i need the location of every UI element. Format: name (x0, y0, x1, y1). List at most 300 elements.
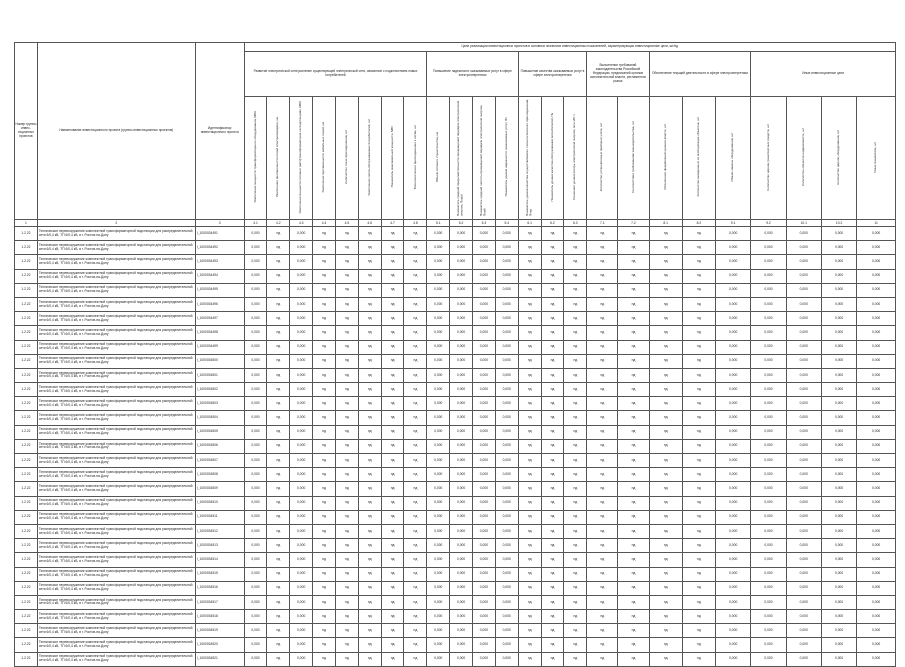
value-cell: нд (682, 496, 715, 510)
value-cell: 0,000 (751, 227, 786, 241)
value-cell: 0,000 (821, 468, 856, 482)
value-cell: нд (404, 539, 427, 553)
value-cell: нд (587, 397, 618, 411)
row-number: 1.2.22 (15, 354, 38, 368)
value-cell: 0,000 (450, 567, 473, 581)
value-cell: нд (541, 496, 564, 510)
value-cell: 0,000 (473, 241, 496, 255)
value-cell: нд (649, 397, 682, 411)
subheader-label: Снижение уровня потерь электрической энергии, млн кВт·ч (572, 114, 577, 200)
value-cell: 0,000 (427, 241, 450, 255)
row-number: 1.2.22 (15, 652, 38, 666)
project-name: Техническое перевооружение комплектной трансформаторной подстанции для распределительной сети 6/0,4 кВ, ТП 6/0,4 кВ, в г. Ростов-на-Дону (37, 468, 195, 482)
value-cell: 0,000 (821, 454, 856, 468)
value-cell: 0,000 (290, 326, 313, 340)
value-cell: 0,000 (857, 354, 896, 368)
value-cell: 0,000 (495, 340, 518, 354)
value-cell: нд (518, 368, 541, 382)
project-id: I_1000034501 (195, 368, 244, 382)
value-cell: 0,000 (450, 482, 473, 496)
value-cell: нд (541, 468, 564, 482)
value-cell: нд (682, 553, 715, 567)
subheader-cell (450, 97, 473, 220)
column-header-name: Наименование инвестиционного проекта (группы инвестиционных проектов) (37, 43, 195, 220)
project-name: Техническое перевооружение комплектной трансформаторной подстанции для распределительной сети 6/0,4 кВ, ТП 6/0,4 кВ, в г. Ростов-на-Дону (37, 241, 195, 255)
project-id: I_1000034496 (195, 297, 244, 311)
value-cell: нд (649, 283, 682, 297)
value-cell: нд (618, 454, 649, 468)
table-row (15, 411, 896, 425)
value-cell: нд (404, 553, 427, 567)
value-cell: 0,000 (786, 496, 821, 510)
value-cell: 0,000 (473, 610, 496, 624)
table-row (15, 227, 896, 241)
value-cell: нд (618, 283, 649, 297)
value-cell: 0,000 (751, 439, 786, 453)
value-cell: нд (335, 454, 358, 468)
value-cell: нд (587, 354, 618, 368)
value-cell: 0,000 (473, 269, 496, 283)
column-header-id: Идентификатор инвестиционного проекта (195, 43, 244, 220)
value-cell: 0,000 (290, 610, 313, 624)
value-cell: 0,000 (244, 439, 267, 453)
value-cell: нд (541, 624, 564, 638)
value-cell: 0,000 (751, 624, 786, 638)
value-cell: нд (587, 227, 618, 241)
value-cell: 0,000 (290, 468, 313, 482)
value-cell: нд (313, 439, 336, 453)
value-cell: нд (381, 539, 404, 553)
column-number: 10.2 (821, 220, 856, 227)
value-cell: нд (682, 567, 715, 581)
subheader-label: Показатель уровня надежности оказываемых услуг, Пn (503, 117, 508, 197)
value-cell: 0,000 (786, 510, 821, 524)
value-cell: 0,000 (450, 524, 473, 538)
column-number: 6.2 (541, 220, 564, 227)
value-cell: нд (649, 468, 682, 482)
value-cell: 0,000 (473, 354, 496, 368)
value-cell: 0,000 (495, 510, 518, 524)
value-cell: 0,000 (751, 297, 786, 311)
value-cell: нд (587, 624, 618, 638)
value-cell: 0,000 (857, 312, 896, 326)
value-cell: нд (267, 269, 290, 283)
value-cell: 0,000 (290, 581, 313, 595)
value-cell: 0,000 (857, 269, 896, 283)
value-cell: 0,000 (495, 354, 518, 368)
value-cell: нд (313, 524, 336, 538)
value-cell: 0,000 (716, 255, 751, 269)
value-cell: 0,000 (495, 425, 518, 439)
value-cell: нд (381, 411, 404, 425)
value-cell: нд (404, 439, 427, 453)
value-cell: 0,000 (427, 269, 450, 283)
value-cell: 0,000 (716, 283, 751, 297)
value-cell: нд (358, 326, 381, 340)
value-cell: нд (518, 255, 541, 269)
value-cell: 0,000 (473, 283, 496, 297)
value-cell: нд (335, 255, 358, 269)
table-row (15, 354, 896, 368)
value-cell: нд (682, 524, 715, 538)
value-cell: 0,000 (473, 368, 496, 382)
value-cell: 0,000 (716, 553, 751, 567)
value-cell: 0,000 (290, 652, 313, 666)
value-cell: нд (404, 652, 427, 666)
value-cell: нд (541, 411, 564, 425)
value-cell: 0,000 (473, 539, 496, 553)
subheader-cell (786, 97, 821, 220)
project-name: Техническое перевооружение комплектной трансформаторной подстанции для распределительной сети 6/0,4 кВ, ТП 6/0,4 кВ, в г. Ростов-на-Дону (37, 411, 195, 425)
value-cell: нд (267, 397, 290, 411)
row-number: 1.2.22 (15, 340, 38, 354)
table-title: Цели реализации инвестиционных проектов в основных значениях инвестиционных показателей, характеризующих инвестиционные цели, шт/ед (244, 43, 895, 52)
value-cell: нд (267, 496, 290, 510)
value-cell: нд (564, 610, 587, 624)
value-cell: нд (541, 241, 564, 255)
table-row (15, 340, 896, 354)
value-cell: нд (541, 439, 564, 453)
value-cell: 0,000 (495, 567, 518, 581)
value-cell: нд (404, 241, 427, 255)
table-row (15, 638, 896, 652)
value-cell: 0,000 (857, 241, 896, 255)
value-cell: 0,000 (751, 454, 786, 468)
project-id: I_1000034512 (195, 524, 244, 538)
value-cell: 0,000 (821, 482, 856, 496)
value-cell: нд (649, 383, 682, 397)
value-cell: 0,000 (244, 482, 267, 496)
value-cell: 0,000 (450, 340, 473, 354)
value-cell: нд (587, 638, 618, 652)
value-cell: нд (358, 454, 381, 468)
value-cell: 0,000 (821, 227, 856, 241)
value-cell: 0,000 (290, 454, 313, 468)
value-cell: 0,000 (427, 383, 450, 397)
value-cell: нд (358, 482, 381, 496)
value-cell: 0,000 (450, 425, 473, 439)
row-number: 1.2.22 (15, 368, 38, 382)
value-cell: 0,000 (495, 553, 518, 567)
column-number: 4.4 (313, 220, 336, 227)
column-number: 5.1 (427, 220, 450, 227)
value-cell: нд (404, 397, 427, 411)
project-id: I_1000034503 (195, 397, 244, 411)
value-cell: 0,000 (716, 652, 751, 666)
value-cell: 0,000 (450, 283, 473, 297)
table-row (15, 524, 896, 538)
value-cell: нд (682, 368, 715, 382)
value-cell: 0,000 (427, 624, 450, 638)
value-cell: нд (541, 326, 564, 340)
value-cell: нд (682, 397, 715, 411)
value-cell: нд (381, 326, 404, 340)
value-cell: 0,000 (450, 510, 473, 524)
value-cell: нд (335, 553, 358, 567)
value-cell: 0,000 (786, 581, 821, 595)
value-cell: нд (587, 411, 618, 425)
value-cell: 0,000 (786, 454, 821, 468)
value-cell: 0,000 (821, 383, 856, 397)
table-row (15, 624, 896, 638)
project-id: I_1000034506 (195, 439, 244, 453)
value-cell: нд (381, 269, 404, 283)
subheader-cell (381, 97, 404, 220)
value-cell: 0,000 (495, 312, 518, 326)
value-cell: нд (404, 326, 427, 340)
value-cell: 0,000 (857, 454, 896, 468)
value-cell: 0,000 (786, 312, 821, 326)
value-cell: 0,000 (244, 425, 267, 439)
value-cell: 0,000 (751, 397, 786, 411)
value-cell: 0,000 (716, 482, 751, 496)
value-cell: нд (518, 638, 541, 652)
value-cell: 0,000 (450, 241, 473, 255)
value-cell: 0,000 (857, 383, 896, 397)
project-name: Техническое перевооружение комплектной трансформаторной подстанции для распределительной сети 6/0,4 кВ, ТП 6/0,4 кВ, в г. Ростов-на-Дону (37, 383, 195, 397)
value-cell: нд (404, 383, 427, 397)
value-cell: 0,000 (450, 468, 473, 482)
value-cell: нд (618, 255, 649, 269)
value-cell: 0,000 (821, 510, 856, 524)
value-cell: нд (649, 581, 682, 595)
value-cell: 0,000 (821, 567, 856, 581)
value-cell: нд (541, 383, 564, 397)
value-cell: нд (518, 297, 541, 311)
value-cell: нд (404, 510, 427, 524)
value-cell: нд (587, 283, 618, 297)
value-cell: нд (587, 595, 618, 609)
subheader-cell (267, 97, 290, 220)
subheader-cell (313, 97, 336, 220)
value-cell: нд (618, 468, 649, 482)
row-number: 1.2.22 (15, 297, 38, 311)
subheader-cell (518, 97, 541, 220)
value-cell: нд (618, 227, 649, 241)
value-cell: 0,000 (821, 610, 856, 624)
value-cell: нд (518, 397, 541, 411)
value-cell: 0,000 (473, 340, 496, 354)
subheader-cell (335, 97, 358, 220)
value-cell: 0,000 (716, 326, 751, 340)
value-cell: 0,000 (821, 340, 856, 354)
value-cell: нд (587, 340, 618, 354)
group-header-operations: Обеспечение текущей деятельности в сфере электроэнергетики (649, 52, 751, 97)
value-cell: нд (518, 595, 541, 609)
value-cell: нд (649, 510, 682, 524)
value-cell: 0,000 (495, 652, 518, 666)
value-cell: нд (682, 269, 715, 283)
value-cell: 0,000 (495, 397, 518, 411)
subheader-label: Показатель уровня качества осуществляемого технологического присоединения, Птпр (524, 98, 533, 217)
value-cell: нд (358, 354, 381, 368)
value-cell: нд (564, 468, 587, 482)
value-cell: нд (587, 524, 618, 538)
value-cell: 0,000 (716, 411, 751, 425)
value-cell: нд (335, 595, 358, 609)
subheader-cell (564, 97, 587, 220)
value-cell: нд (381, 510, 404, 524)
value-cell: нд (313, 383, 336, 397)
value-cell: нд (381, 340, 404, 354)
value-cell: нд (618, 312, 649, 326)
value-cell: нд (267, 439, 290, 453)
value-cell: 0,000 (786, 241, 821, 255)
value-cell: 0,000 (450, 383, 473, 397)
table-row (15, 255, 896, 269)
value-cell: 0,000 (427, 439, 450, 453)
value-cell: нд (267, 454, 290, 468)
value-cell: нд (518, 312, 541, 326)
value-cell: 0,000 (450, 553, 473, 567)
value-cell: 0,000 (427, 510, 450, 524)
value-cell: нд (381, 454, 404, 468)
value-cell: 0,000 (290, 297, 313, 311)
column-number: 7.2 (618, 220, 649, 227)
project-name: Техническое перевооружение комплектной трансформаторной подстанции для распределительной сети 6/0,4 кВ, ТП 6/0,4 кВ, в г. Ростов-на-Дону (37, 539, 195, 553)
table-body (15, 227, 896, 667)
subheader-cell (290, 97, 313, 220)
subheader-label: Объем сетевого строительства, км (435, 132, 440, 183)
value-cell: 0,000 (716, 383, 751, 397)
value-cell: нд (587, 255, 618, 269)
value-cell: нд (518, 581, 541, 595)
value-cell: 0,000 (290, 340, 313, 354)
value-cell: 0,000 (290, 624, 313, 638)
column-number: 11 (857, 220, 896, 227)
subheader-cell (857, 97, 896, 220)
value-cell: 0,000 (495, 255, 518, 269)
value-cell: нд (682, 624, 715, 638)
row-number: 1.2.22 (15, 397, 38, 411)
value-cell: 0,000 (450, 652, 473, 666)
subheader-label: Количество выведенных из эксплуатации объектов, шт (696, 117, 701, 197)
value-cell: 0,000 (495, 297, 518, 311)
value-cell: 0,000 (786, 468, 821, 482)
value-cell: 0,000 (857, 482, 896, 496)
project-name: Техническое перевооружение комплектной трансформаторной подстанции для распределительной сети 6/0,4 кВ, ТП 6/0,4 кВ, в г. Ростов-на-Дону (37, 439, 195, 453)
value-cell: 0,000 (473, 439, 496, 453)
value-cell: 0,000 (244, 524, 267, 538)
project-name: Техническое перевооружение комплектной трансформаторной подстанции для распределительной сети 6/0,4 кВ, ТП 6/0,4 кВ, в г. Ростов-на-Дону (37, 624, 195, 638)
project-id: I_1000034508 (195, 468, 244, 482)
value-cell: 0,000 (473, 425, 496, 439)
value-cell: нд (404, 340, 427, 354)
value-cell: 0,000 (450, 411, 473, 425)
value-cell: нд (518, 652, 541, 666)
project-id: I_1000034492 (195, 241, 244, 255)
value-cell: 0,000 (473, 595, 496, 609)
group-header-reliability: Повышение надежности оказываемых услуг в сфере электроэнергетики (427, 52, 518, 97)
value-cell: 0,000 (427, 524, 450, 538)
value-cell: нд (518, 510, 541, 524)
value-cell: нд (313, 454, 336, 468)
value-cell: 0,000 (857, 610, 896, 624)
value-cell: нд (564, 652, 587, 666)
project-name: Техническое перевооружение комплектной трансформаторной подстанции для распределительной сети 6/0,4 кВ, ТП 6/0,4 кВ, в г. Ростов-на-Дону (37, 397, 195, 411)
value-cell: 0,000 (290, 255, 313, 269)
project-id: I_1000034511 (195, 510, 244, 524)
value-cell: нд (267, 468, 290, 482)
value-cell: нд (587, 610, 618, 624)
value-cell: 0,000 (427, 326, 450, 340)
table-row (15, 368, 896, 382)
value-cell: нд (381, 312, 404, 326)
value-cell: нд (267, 610, 290, 624)
value-cell: 0,000 (821, 283, 856, 297)
value-cell: 0,000 (450, 539, 473, 553)
subheader-label: Увеличение числа обслуживаемых потребителей, шт (366, 118, 371, 196)
value-cell: нд (313, 468, 336, 482)
table-row (15, 610, 896, 624)
value-cell: 0,000 (427, 354, 450, 368)
value-cell: нд (682, 652, 715, 666)
table-row (15, 439, 896, 453)
value-cell: 0,000 (290, 397, 313, 411)
value-cell: нд (649, 297, 682, 311)
value-cell: нд (381, 468, 404, 482)
row-number: 1.2.22 (15, 553, 38, 567)
value-cell: нд (649, 595, 682, 609)
value-cell: 0,000 (751, 652, 786, 666)
project-name: Техническое перевооружение комплектной трансформаторной подстанции для распределительной сети 6/0,4 кВ, ТП 6/0,4 кВ, в г. Ростов-на-Дону (37, 652, 195, 666)
value-cell: нд (267, 368, 290, 382)
value-cell: 0,000 (290, 241, 313, 255)
value-cell: 0,000 (244, 368, 267, 382)
value-cell: 0,000 (751, 553, 786, 567)
value-cell: нд (618, 567, 649, 581)
value-cell: нд (267, 638, 290, 652)
value-cell: 0,000 (427, 397, 450, 411)
value-cell: 0,000 (821, 595, 856, 609)
value-cell: 0,000 (751, 383, 786, 397)
value-cell: нд (541, 397, 564, 411)
value-cell: нд (335, 468, 358, 482)
value-cell: 0,000 (857, 255, 896, 269)
value-cell: нд (358, 227, 381, 241)
value-cell: 0,000 (716, 368, 751, 382)
value-cell: нд (358, 652, 381, 666)
value-cell: нд (541, 482, 564, 496)
project-name: Техническое перевооружение комплектной трансформаторной подстанции для распределительной сети 6/0,4 кВ, ТП 6/0,4 кВ, в г. Ростов-на-Дону (37, 524, 195, 538)
value-cell: 0,000 (857, 567, 896, 581)
value-cell: 0,000 (290, 439, 313, 453)
value-cell: нд (541, 454, 564, 468)
value-cell: нд (518, 354, 541, 368)
value-cell: 0,000 (473, 297, 496, 311)
value-cell: нд (649, 652, 682, 666)
value-cell: 0,000 (427, 581, 450, 595)
value-cell: нд (335, 368, 358, 382)
project-name: Техническое перевооружение комплектной трансформаторной подстанции для распределительной сети 6/0,4 кВ, ТП 6/0,4 кВ, в г. Ростов-на-Дону (37, 283, 195, 297)
subheader-label: Технологическое присоединение к сетям, шт (412, 124, 417, 190)
value-cell: нд (682, 610, 715, 624)
value-cell: нд (313, 567, 336, 581)
value-cell: нд (649, 411, 682, 425)
project-name: Техническое перевооружение комплектной трансформаторной подстанции для распределительной сети 6/0,4 кВ, ТП 6/0,4 кВ, в г. Ростов-на-Дону (37, 482, 195, 496)
value-cell: 0,000 (290, 312, 313, 326)
value-cell: нд (564, 439, 587, 453)
value-cell: 0,000 (427, 595, 450, 609)
value-cell: нд (618, 368, 649, 382)
row-number: 1.2.22 (15, 283, 38, 297)
value-cell: нд (541, 312, 564, 326)
value-cell: 0,000 (244, 411, 267, 425)
value-cell: нд (313, 652, 336, 666)
column-header-number: Номер группы инвес-тиционных проектов (15, 43, 38, 220)
value-cell: нд (335, 496, 358, 510)
value-cell: 0,000 (857, 397, 896, 411)
